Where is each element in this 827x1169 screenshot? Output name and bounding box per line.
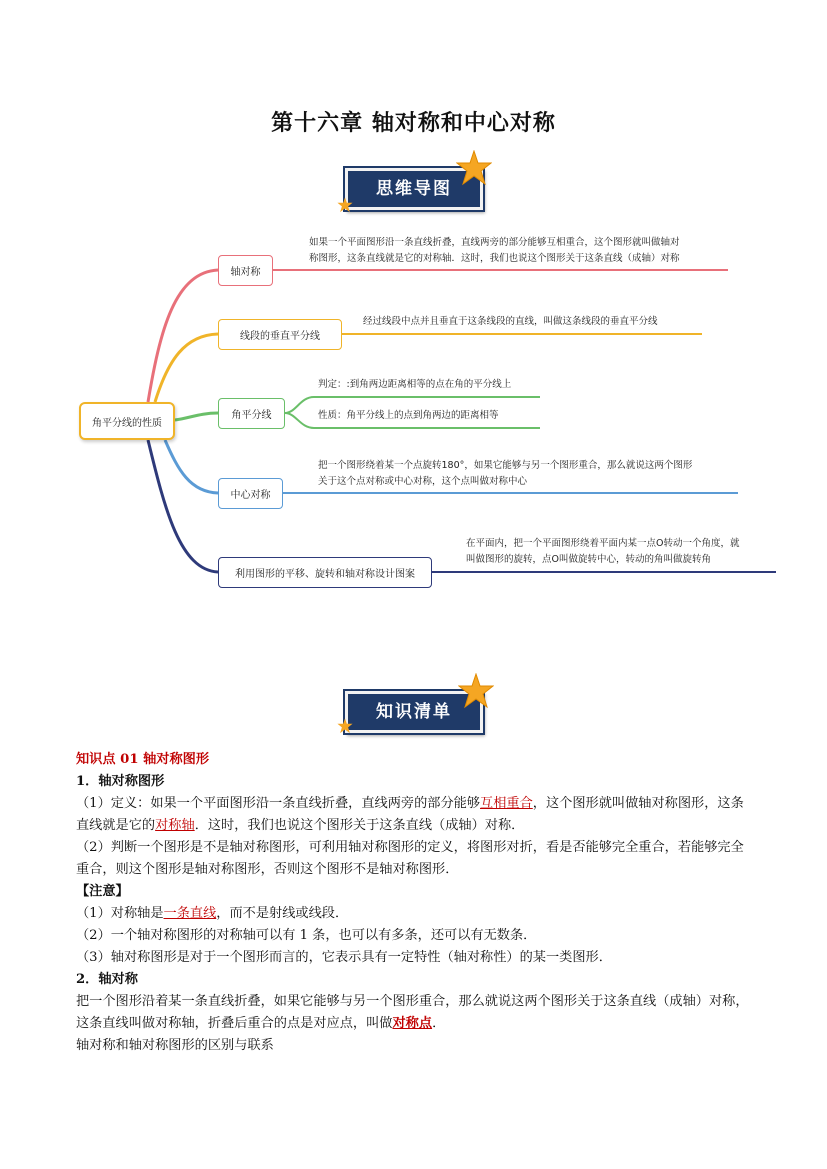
knowledge-point-title: 知识点 01 轴对称图形 [76,752,210,767]
branch-text: 在平面内，把一个平面图形绕着平面内某一点O转动一个角度，就 [466,538,740,549]
text-span: ．这时，我们也说这个图形关于这条直线（成轴）对称． [194,818,525,833]
connector-yellow [155,334,218,402]
text-span: ，这个图形就叫做轴对称图形，这条直线就是它的 [76,796,744,833]
knowledge-banner: 知识清单 [345,691,483,733]
text-span: （1）定义：如果一个平面图形沿一条直线折叠，直线两旁的部分能够 [76,796,481,811]
branch-axial-symmetry: 轴对称 [218,255,273,286]
note-heading: 【注意】 [76,884,129,899]
section-heading: 2．轴对称 [76,972,138,987]
branch-text: 经过线段中点并且垂直于这条线段的直线，叫做这条线段的垂直平分线 [363,316,658,327]
paragraph-axial [76,991,756,1035]
branch-text: 称图形，这条直线就是它的对称轴．这时，我们也说这个图形关于这条直线（成轴）对称 [309,253,680,264]
text-span: ，而不是射线或线段． [216,906,349,921]
star-icon [337,718,353,734]
branch-central-symmetry: 中心对称 [218,478,283,509]
paragraph-difference: 轴对称和轴对称图形的区别与联系 [76,1038,274,1053]
connector-blue [165,440,218,493]
key-term: 互相重合 [480,796,533,811]
paragraph-judgement: （2）判断一个图形是不是轴对称图形，可利用轴对称图形的定义，将图形对折，看是否能够完全重合，若能够完全重合，则这个图形是轴对称图形，否则这个图形不是轴对称图形． [76,840,744,877]
branch-perpendicular-bisector: 线段的垂直平分线 [218,319,342,350]
text-span: （1）对称轴是 [76,906,164,921]
note-item: （3）轴对称图形是对于一个图形而言的，它表示具有一定特性（轴对称性）的某一类图形． [76,950,612,965]
branch-text: 叫做图形的旋转，点O叫做旋转中心，转动的角叫做旋转角 [466,554,711,565]
branch-text: 把一个图形绕着某一个点旋转180°，如果它能够与另一个图形重合，那么就说这两个图形 [318,460,693,471]
branch-text: 性质：角平分线上的点到角两边的距离相等 [318,410,499,421]
text-span: 把一个图形沿着某一条直线折叠，如果它能够与另一个图形重合，那么就说这两个图形关于这条直线（成轴）对称，这条直线叫做对称轴，折叠后重合的点是对应点，叫做 [76,994,749,1031]
key-term: 一条直线 [163,906,217,921]
branch-angle-bisector: 角平分线 [218,398,285,429]
paragraph-definition [76,793,756,837]
branch-pattern-design: 利用图形的平移、旋转和轴对称设计图案 [218,557,432,588]
branch-text: 判定：:到角两边距离相等的点在角的平分线上 [318,379,512,390]
note-item: （2）一个轴对称图形的对称轴可以有 1 条，也可以有多条，还可以有无数条． [76,928,537,943]
branch-text: 关于这个点对称或中心对称，这个点叫做对称中心 [318,476,528,487]
section-heading: 1．轴对称图形 [76,774,165,789]
star-icon [458,673,494,709]
page-title: 第十六章 轴对称和中心对称 [271,110,556,136]
branch-text: 如果一个平面图形沿一条直线折叠，直线两旁的部分能够互相重合，这个图形就叫做轴对 [309,237,680,248]
text-span: ． [432,1016,446,1031]
mindmap-root: 角平分线的性质 [79,402,175,440]
mindmap-banner: 思维导图 [345,168,483,210]
connector-green [175,413,218,420]
key-term: 对称轴 [155,818,195,833]
key-term: 对称点 [392,1016,433,1031]
connector-navy [148,440,218,572]
note-item [76,903,756,925]
knowledge-content [76,749,756,1057]
